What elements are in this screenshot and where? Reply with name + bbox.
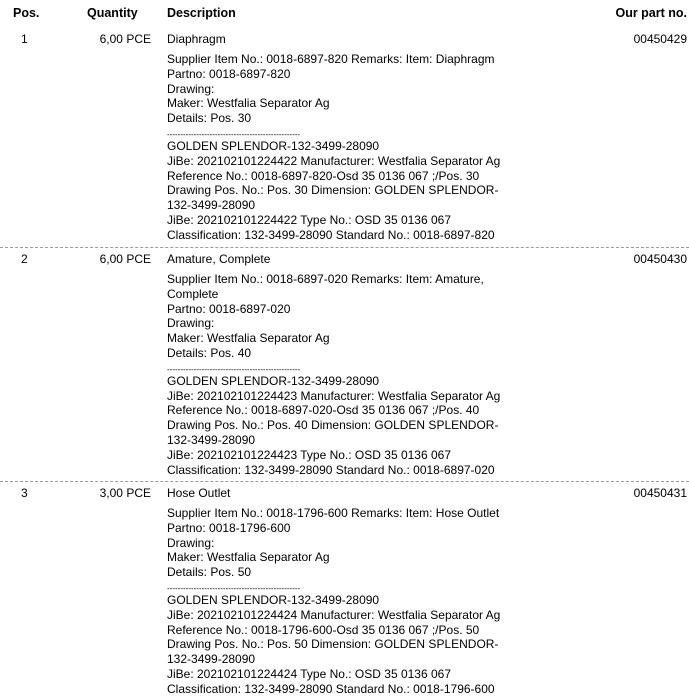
row-divider [0,247,689,248]
item-quantity: 6,00 PCE [99,32,151,46]
extra-line: Drawing Pos. No.: Pos. 30 Dimension: GOLDEN SPLENDOR- [167,183,499,198]
extra-line: GOLDEN SPLENDOR-132-3499-28090 [167,138,380,153]
detail-line: Supplier Item No.: 0018-6897-820 Remarks: Item: Diaphragm [167,52,495,66]
detail-line: Complete [167,286,219,301]
extra-line: Classification: 132-3499-28090 Standard No.: 0018-6897-820 [167,227,495,242]
detail-line: Details: Pos. 40 [167,345,252,360]
detail-line: Drawing: [167,316,215,331]
extra-line: 132-3499-28090 [167,432,256,447]
detail-line: Drawing: [167,81,215,96]
extra-line: GOLDEN SPLENDOR-132-3499-28090 [167,373,380,388]
extra-line: JiBe: 202102101224424 Manufacturer: Westfalia Separator Ag [167,607,501,622]
table-row [0,32,689,246]
item-part-no: 00450430 [633,252,687,266]
extra-line: 132-3499-28090 [167,198,256,213]
table-header [0,6,689,24]
detail-line: Drawing: [167,535,215,550]
extra-line: JiBe: 202102101224423 Manufacturer: Westfalia Separator Ag [167,388,501,403]
header-pos: Pos. [13,6,40,20]
row-divider [0,481,689,482]
detail-line: Maker: Westfalia Separator Ag [167,550,330,565]
item-details [167,506,587,580]
extra-line: Reference No.: 0018-1796-600-Osd 35 0136 067 ;/Pos. 50 [167,622,480,637]
item-title: Hose Outlet [167,486,231,500]
extra-line: Drawing Pos. No.: Pos. 40 Dimension: GOLDEN SPLENDOR- [167,418,499,433]
item-separator: -------------------------------------------------- [167,365,301,374]
extra-line: JiBe: 202102101224422 Manufacturer: Westfalia Separator Ag [167,153,501,168]
detail-line: Partno: 0018-6897-820 [167,66,291,81]
item-description [167,252,587,477]
item-part-no: 00450429 [633,32,687,46]
item-title: Amature, Complete [167,252,271,266]
detail-line: Details: Pos. 50 [167,565,252,580]
item-extra [167,593,587,697]
extra-line: JiBe: 202102101224423 Type No.: OSD 35 0136 067 [167,447,451,462]
item-quantity: 6,00 PCE [99,252,151,266]
extra-line: Classification: 132-3499-28090 Standard No.: 0018-6897-020 [167,462,495,477]
extra-line: JiBe: 202102101224424 Type No.: OSD 35 0136 067 [167,666,451,681]
extra-line: JiBe: 202102101224422 Type No.: OSD 35 0136 067 [167,212,451,227]
item-pos: 1 [21,32,28,46]
detail-line: Details: Pos. 30 [167,111,252,126]
detail-line: Partno: 0018-6897-020 [167,301,291,316]
detail-line: Maker: Westfalia Separator Ag [167,331,330,346]
detail-line: Supplier Item No.: 0018-6897-020 Remarks: Item: Amature, [167,272,484,286]
item-extra [167,139,587,243]
item-separator: -------------------------------------------------- [167,584,301,593]
item-part-no: 00450431 [633,486,687,500]
item-description [167,32,587,243]
item-title: Diaphragm [167,32,226,46]
header-part-no: Our part no. [615,6,687,20]
detail-line: Partno: 0018-1796-600 [167,520,291,535]
detail-line: Maker: Westfalia Separator Ag [167,96,330,111]
item-separator: -------------------------------------------------- [167,130,301,139]
header-quantity: Quantity [87,6,138,20]
extra-line: GOLDEN SPLENDOR-132-3499-28090 [167,592,380,607]
detail-line: Supplier Item No.: 0018-1796-600 Remarks: Item: Hose Outlet [167,506,500,520]
extra-line: 132-3499-28090 [167,652,256,667]
extra-line: Reference No.: 0018-6897-020-Osd 35 0136 067 ;/Pos. 40 [167,403,480,418]
table-row [0,486,689,698]
item-details [167,52,587,126]
table-row [0,252,689,480]
header-description: Description [167,6,236,20]
item-description [167,486,587,697]
item-extra [167,374,587,478]
extra-line: Classification: 132-3499-28090 Standard No.: 0018-1796-600 [167,681,495,696]
item-pos: 2 [21,252,28,266]
item-details [167,272,587,361]
extra-line: Drawing Pos. No.: Pos. 50 Dimension: GOLDEN SPLENDOR- [167,637,499,652]
item-pos: 3 [21,486,28,500]
extra-line: Reference No.: 0018-6897-820-Osd 35 0136 067 ;/Pos. 30 [167,168,480,183]
item-quantity: 3,00 PCE [99,486,151,500]
